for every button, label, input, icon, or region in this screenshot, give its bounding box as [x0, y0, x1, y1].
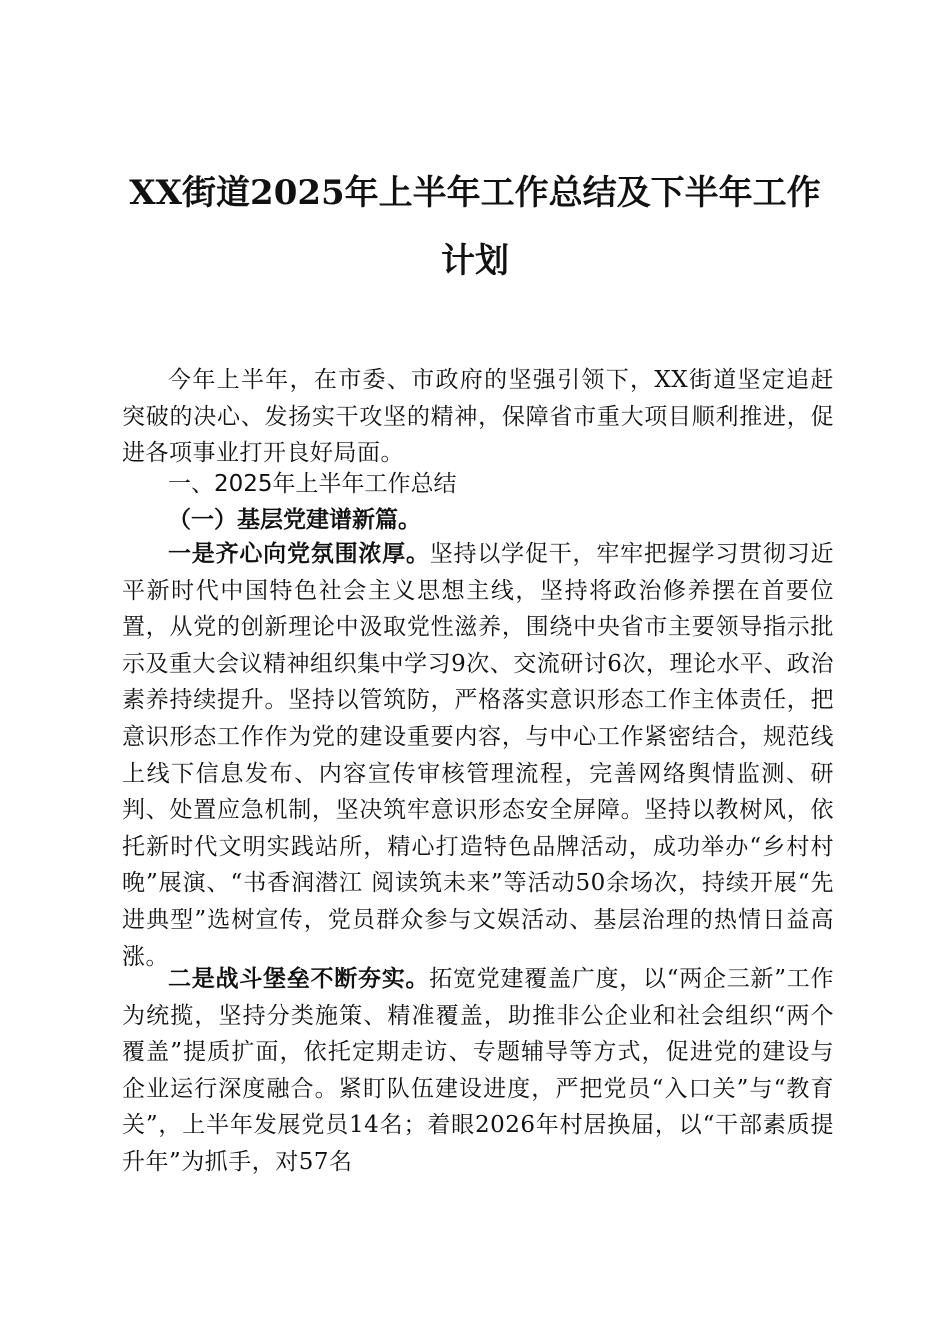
item-one-paragraph [122, 536, 834, 975]
document-title-line2: 计划 [441, 241, 509, 281]
document-title-line1: XX街道2025年上半年工作总结及下半年工作 [129, 173, 821, 213]
subsection-heading: （一）基层党建谱新篇。 [168, 506, 421, 533]
item-one-lead: 一是齐心向党氛围浓厚。 [168, 540, 430, 567]
intro-paragraph: 今年上半年，在市委、市政府的坚强引领下，XX街道坚定追赶突破的决心、发扬实干攻坚的精神，保障省市重大项目顺利推进，促进各项事业打开良好局面。 [122, 367, 834, 467]
item-one-body: 坚持以学促干，牢牢把握学习贯彻习近平新时代中国特色社会主义思想主线，坚持将政治修养摆在首要位置，从党的创新理论中汲取党性滋养，围绕中央省市主要领导指示批示及重大会议精神组织集中学习9次、交流研讨6次，理论水平、政治素养持续提升。坚持以管筑防，严格落实意识形态工作主体责任，把意识形态工作作为党的建设重要内容，与中心工作紧密结合，规范线上线下信息发布、内容宣传审核管理流程，完善网络舆情监测、研判、处置应急机制，坚决筑牢意识形态安全屏障。坚持以教树风，依托新时代文明实践站所，精心打造特色品牌活动，成功举办“乡村村晚”展演、“书香润潜江 阅读筑未来”等活动50余场次，持续开展“先进典型”选树宣传，党员群众参与文娱活动、基层治理的热情日益高涨。 [122, 541, 835, 970]
item-two-lead: 二是战斗堡垒不断夯实。 [168, 965, 430, 992]
section-heading: 一、2025年上半年工作总结 [168, 471, 457, 497]
item-two-body: 拓宽党建覆盖广度，以“两企三新”工作为统揽，坚持分类施策、精准覆盖，助推非公企业和社会组织“两个覆盖”提质扩面，依托定期走访、专题辅导等方式，促进党的建设与企业运行深度融合。紧盯队伍建设进度，严把党员“入口关”与“教育关”，上半年发展党员14名；着眼2026年村居换届，以“干部素质提升年”为抓手，对57名 [122, 966, 834, 1175]
item-two-paragraph [122, 961, 834, 1181]
